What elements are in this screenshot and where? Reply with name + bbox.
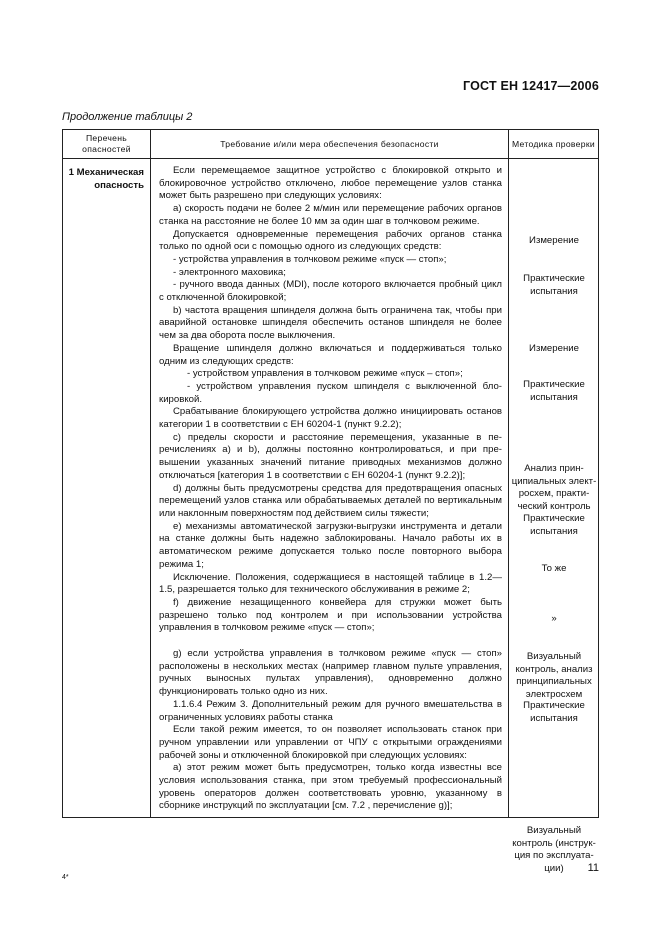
paragraph: g) если устройства управления в толчковом режиме «пуск — стоп» расположены в нескольких местах (например главном пульте управления, ручных выносных пультах управления), одновременно должно функционировать только одно из них. [159,648,502,698]
paragraph: - устройства управления в толчковом режиме «пуск — стоп»; [173,253,447,265]
method-entry: Практические испытания [523,700,585,724]
method-entry: То же [541,563,567,574]
page-number: 11 [587,862,599,874]
col-header-methods: Методика проверки [509,130,599,159]
paragraph: а) скорость подачи не более 2 м/мин или перемещение рабочих органов станка на расстояние не более 10 мм за один шаг в толчковом режиме. [159,203,502,227]
method-entry: Практические испытания [523,273,585,297]
paragraph: - устройством управления пуском шпинделя с выключенной блокировкой. [159,380,502,405]
method-entry: Анализ принципиальных электросхем, практический контроль [511,463,597,513]
paragraph: 1.1.6.4 Режим 3. Дополнительный режим для ручного вмешательства в ограниченных условиях работы станка [159,698,502,723]
paragraph: Вращение шпинделя должно включаться и поддерживаться только одним из следующих средств: [159,342,502,367]
col-header-hazards: Перечень опасностей [63,130,151,159]
paragraph: Исключение. Положения, содержащиеся в настоящей таблице в 1.2—1.5, разрешается только для технического обслуживания в режиме 2; [159,571,502,596]
hazard-cell: 1 Механическая опасность [63,159,151,818]
requirements-table [62,129,599,875]
table-header-row [63,130,599,159]
paragraph: f) движение незащищенного конвейера для стружки может быть разрешено только под контролем и при использовании устройства управления в толчковом режиме «пуск — стоп»; [159,596,502,634]
paragraph: Срабатывание блокирующего устройства должно инициировать останов категории 1 в соответствии с ЕН 60204-1 (пункт 9.2.2); [159,406,502,431]
method-entry: Практические испытания [523,379,585,403]
method-entry: Визуальный контроль (инструкция по эксплуатации) [512,825,596,875]
paragraph: а) этот режим может быть предусмотрен, только когда известны все условия использования станка, при этом требуемый профессиональный уровень операторов должен соответствовать уровню, указанному в сборнике инструкций по эксплуатации [см. 7.2 , перечисление g)]; [159,762,502,812]
paragraph: е) механизмы автоматической загрузки-выгрузки инструмента и детали на станке должны быть надежно заблокированы. Начало работы их в автоматическом режиме допускается только после повторного выбора режима 1; [159,520,502,570]
standard-number: ГОСТ ЕН 12417—2006 [463,79,599,93]
table-caption: Продолжение таблицы 2 [62,111,193,123]
paragraph: Если такой режим имеется, то он позволяет использовать станок при ручном управлении или управлении от ЧПУ с открытыми ограждениями рабочей зоны и отключенной блокировкой при следующих условиях: [159,724,502,761]
table-row [63,159,599,818]
footer-mark: 4* [62,874,69,881]
paragraph: с) пределы скорости и расстояние перемещения, указанные в перечислениях а) и b), должны постоянно контролироваться, и при превышении указанных значений питание приводных механизмов должно отключаться [категория 1 в соответствии с ЕН 60204-1 (пункт 9.2.2)]; [159,431,502,481]
paragraph: b) частота вращения шпинделя должна быть ограничена так, чтобы при аварийной остановке шпинделя обеспечить останов шпинделя не более чем за два оборота после выключения. [159,304,502,342]
paragraph: - ручного ввода данных (MDI), после которого включается пробный цикл с отключенной блокировкой; [159,279,502,304]
method-entry: Измерение [529,343,579,354]
paragraph: Допускается одновременные перемещения рабочих органов станка только по одной оси с помощью одного из следующих средств: [159,228,502,253]
method-entry: Практические испытания [523,513,585,537]
method-entry: Визуальный контроль, анализ принципиальных электросхем [515,651,593,701]
paragraph: - устройством управления в толчковом режиме «пуск – стоп»; [187,368,463,380]
paragraph: d) должны быть предусмотрены средства для предотвращения опасных перемещений узлов станка или обрабатываемых деталей по вертикальным или наклонным поверхностям под действием силы тяжести; [159,482,502,519]
requirements-cell [151,159,509,818]
col-header-requirements: Требование и/или мера обеспечения безопасности [151,130,509,159]
paragraph: Если перемещаемое защитное устройство с блокировкой открыто и блокировочное устройство отключено, любое перемещение узлов станка может быть разрешено при следующих условиях: [159,165,502,202]
method-entry: Измерение [529,235,579,246]
paragraph: - электронного маховика; [173,266,286,278]
method-entry: » [551,613,557,624]
